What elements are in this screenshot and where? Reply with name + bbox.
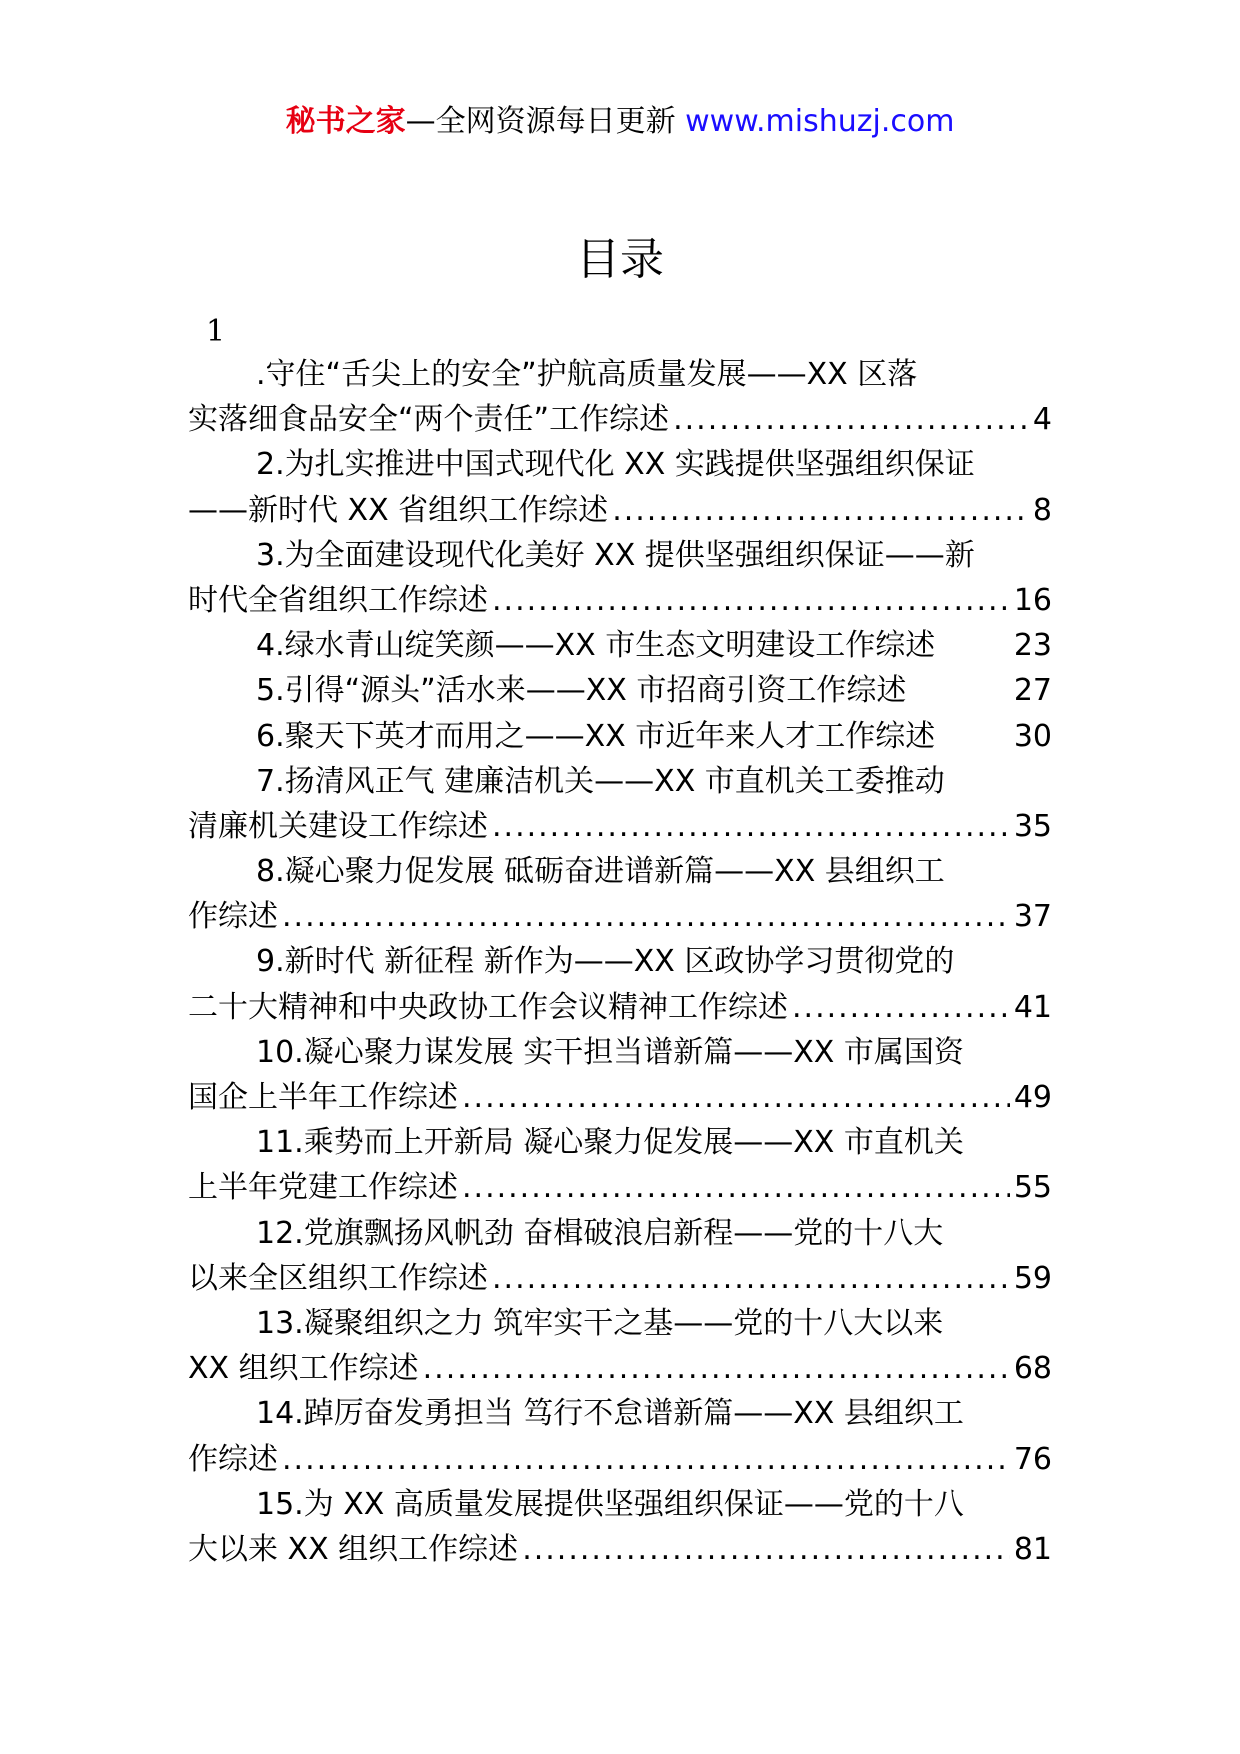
- toc-page-number: 55: [1013, 1170, 1052, 1206]
- toc-entry-leader-line: [188, 488, 1052, 533]
- toc-page-number: 68: [1013, 1351, 1052, 1387]
- toc-entry-title: 2.为扎实推进中国式现代化 XX 实践提供坚强组织保证: [256, 447, 975, 483]
- toc-dot-leader: [492, 804, 1010, 849]
- toc-entry-title-continued: 国企上半年工作综述: [188, 1080, 458, 1115]
- toc-entry-title: 12.党旗飘扬风帆劲 奋楫破浪启新程——党的十八大: [256, 1215, 944, 1251]
- toc-page-number: 16: [1013, 582, 1052, 618]
- toc-entry-leader-line: [188, 1437, 1052, 1482]
- toc-entry[interactable]: [188, 1482, 1052, 1572]
- toc-dot-leader: [673, 397, 1029, 442]
- toc-dot-leader: [492, 578, 1010, 623]
- brand-name: 秘书之家: [285, 104, 406, 139]
- toc-entry-leader-line: [188, 1165, 1052, 1210]
- toc-entry-title-continued: 上半年党建工作综述: [188, 1170, 458, 1206]
- toc-dot-leader: [792, 985, 1010, 1030]
- toc-page-number: 30: [1013, 718, 1052, 754]
- toc-page-number: 76: [1013, 1441, 1052, 1477]
- toc-entry-title-continued: 作综述: [188, 899, 278, 935]
- toc-entry-leader-line: [188, 985, 1052, 1030]
- toc-page-number: 23: [1013, 628, 1052, 664]
- toc-entry-title: 11.乘势而上开新局 凝心聚力促发展——XX 市直机关: [256, 1125, 964, 1161]
- toc-entry-leader-line: [188, 894, 1052, 939]
- toc-dot-leader: [282, 1437, 1010, 1482]
- toc-page-number: 59: [1013, 1260, 1052, 1296]
- toc-entry-title: .守住“舌尖上的安全”护航高质量发展——XX 区落: [256, 357, 918, 392]
- toc-entry[interactable]: [188, 849, 1052, 939]
- toc-page-number: 8: [1032, 492, 1052, 528]
- toc-entry-leader-line: [188, 804, 1052, 849]
- toc-dot-leader: [282, 894, 1010, 939]
- toc-entry-title: 6.聚天下英才而用之——XX 市近年来人才工作综述: [256, 718, 936, 754]
- toc-entry-leader-line: [188, 1346, 1052, 1391]
- toc-page-number: 37: [1013, 899, 1052, 935]
- toc-entry-title-continued: 清廉机关建设工作综述: [188, 808, 488, 844]
- toc-entry[interactable]: [188, 1211, 1052, 1301]
- toc-entry-leader-line: [188, 668, 1052, 713]
- toc-entry[interactable]: [188, 714, 1052, 759]
- toc-entry-title: 14.踔厉奋发勇担当 笃行不怠谱新篇——XX 县组织工: [256, 1396, 964, 1432]
- toc-entry-leader-line: [188, 1075, 1052, 1120]
- toc-entry-title: 15.为 XX 高质量发展提供坚强组织保证——党的十八: [256, 1486, 964, 1522]
- site-header: [0, 100, 1240, 144]
- toc-entry-leader-line: [188, 1527, 1052, 1572]
- toc-entry-title: 4.绿水青山绽笑颜——XX 市生态文明建设工作综述: [256, 628, 936, 664]
- toc-entry-title: 3.为全面建设现代化美好 XX 提供坚强组织保证——新: [256, 537, 975, 573]
- toc-entry[interactable]: [188, 623, 1052, 668]
- toc-entry[interactable]: [188, 668, 1052, 713]
- toc-entry-title-continued: 以来全区组织工作综述: [188, 1260, 488, 1296]
- toc-entry[interactable]: [188, 1391, 1052, 1481]
- toc-page-number: 27: [1013, 673, 1052, 709]
- toc-entry-title-continued: XX 组织工作综述: [188, 1351, 419, 1387]
- toc-entry-title: 8.凝心聚力促发展 砥砺奋进谱新篇——XX 县组织工: [256, 854, 945, 890]
- toc-entry-title-continued: 二十大精神和中央政协工作会议精神工作综述: [188, 989, 788, 1025]
- toc-entry[interactable]: [188, 759, 1052, 849]
- toc-entry-title-continued: 大以来 XX 组织工作综述: [188, 1531, 519, 1567]
- toc-entry-leader-line: [188, 1256, 1052, 1301]
- toc-entry[interactable]: [188, 1120, 1052, 1210]
- toc-entry-leader-line: [188, 578, 1052, 623]
- table-of-contents: [188, 352, 1052, 1572]
- toc-dot-leader: [522, 1527, 1010, 1572]
- toc-entry-leader-line: [188, 397, 1052, 442]
- page-title: 目录: [576, 234, 664, 285]
- toc-entry-title: 13.凝聚组织之力 筑牢实干之基——党的十八大以来: [256, 1305, 944, 1341]
- stray-number: 1: [206, 314, 226, 349]
- toc-entry-title: 7.扬清风正气 建廉洁机关——XX 市直机关工委推动: [256, 763, 945, 799]
- toc-entry-title: 9.新时代 新征程 新作为——XX 区政协学习贯彻党的: [256, 944, 955, 980]
- toc-entry-title-continued: 时代全省组织工作综述: [188, 582, 488, 618]
- toc-entry-title: 5.引得“源头”活水来——XX 市招商引资工作综述: [256, 673, 907, 709]
- toc-entry-leader-line: [188, 623, 1052, 668]
- toc-entry-title-continued: 实落细食品安全“两个责任”工作综述: [188, 402, 670, 438]
- toc-entry-title-continued: ——新时代 XX 省组织工作综述: [188, 492, 609, 528]
- toc-page-number: 81: [1013, 1531, 1052, 1567]
- toc-entry[interactable]: [188, 533, 1052, 623]
- toc-dot-leader: [462, 1075, 1010, 1120]
- toc-entry-title: 10.凝心聚力谋发展 实干担当谱新篇——XX 市属国资: [256, 1034, 964, 1070]
- toc-page-number: 35: [1013, 808, 1052, 844]
- toc-entry[interactable]: [188, 1030, 1052, 1120]
- toc-page-number: 41: [1013, 989, 1052, 1025]
- toc-entry[interactable]: [188, 442, 1052, 532]
- toc-dot-leader: [462, 1165, 1010, 1210]
- toc-entry[interactable]: [188, 939, 1052, 1029]
- toc-page-number: 49: [1013, 1080, 1052, 1115]
- toc-entry[interactable]: [188, 1301, 1052, 1391]
- header-tagline: —全网资源每日更新: [405, 104, 686, 139]
- toc-entry-leader-line: [188, 714, 1052, 759]
- site-url-link[interactable]: www.mishuzj.com: [685, 104, 955, 139]
- toc-dot-leader: [423, 1346, 1010, 1391]
- toc-dot-leader: [492, 1256, 1010, 1301]
- toc-entry[interactable]: [188, 352, 1052, 442]
- toc-entry-title-continued: 作综述: [188, 1441, 278, 1477]
- toc-dot-leader: [612, 488, 1029, 533]
- toc-page-number: 4: [1032, 402, 1052, 438]
